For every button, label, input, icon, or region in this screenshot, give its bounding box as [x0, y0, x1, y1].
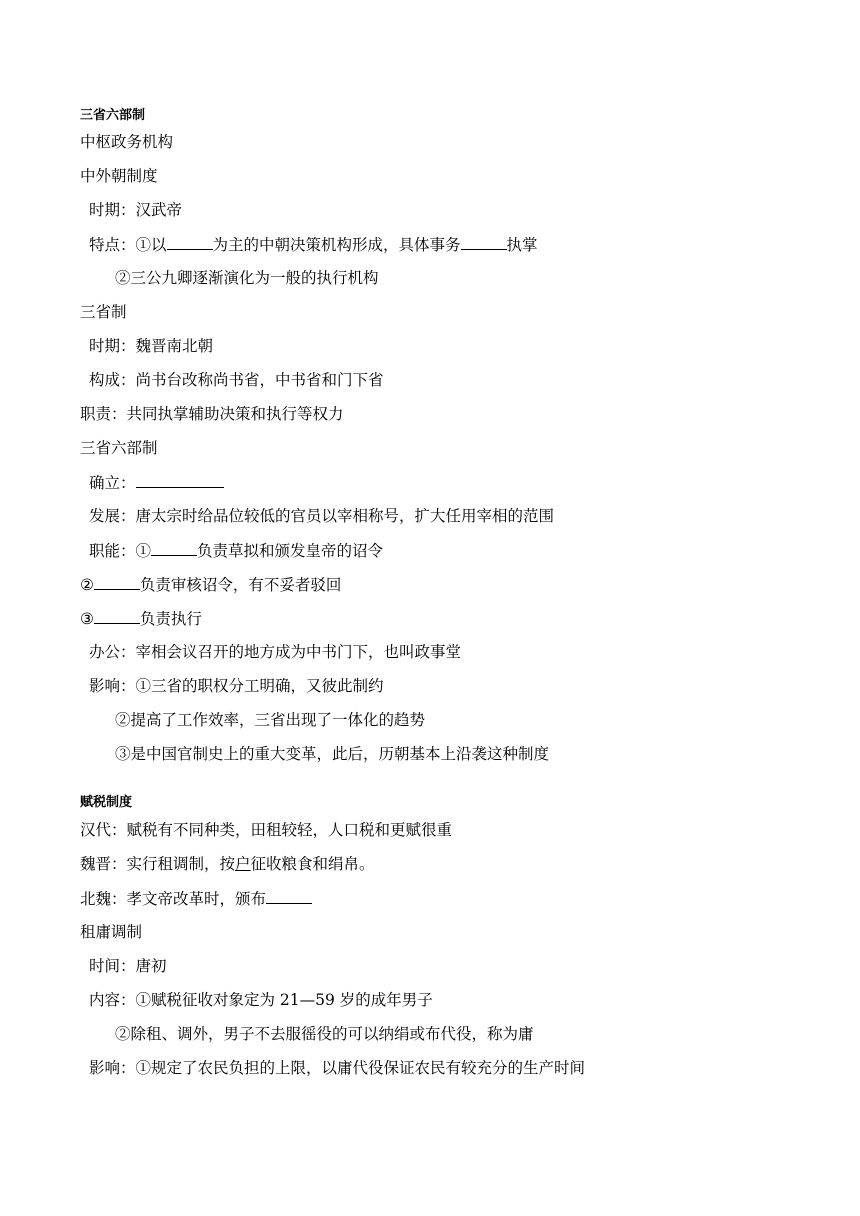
underlined-text: 户: [235, 855, 251, 873]
text-segment: ③: [80, 610, 94, 628]
text-line: ②除租、调外，男子不去服徭役的可以纳绢或布代役，称为庸: [115, 1025, 534, 1043]
section-title-taxation: 赋税制度: [80, 795, 133, 810]
section-title-three-departments: 三省六部制: [80, 108, 146, 123]
text-line-with-blanks: [89, 234, 538, 255]
text-line: 时期：汉武帝: [89, 201, 183, 219]
fill-blank: [167, 234, 213, 250]
text-line-with-blanks: [89, 540, 383, 561]
text-segment: 魏晋：实行租调制，按: [80, 855, 236, 873]
text-line: ②提高了工作效率，三省出现了一体化的趋势: [115, 711, 426, 729]
text-line: 发展：唐太宗时给品位较低的官员以宰相称号，扩大任用宰相的范围: [89, 507, 555, 525]
text-segment: 执掌: [506, 236, 538, 254]
text-line-with-blanks: [89, 472, 224, 493]
text-line: 三省制: [80, 303, 127, 321]
text-segment: 负责审核诏令，有不妥者驳回: [139, 576, 342, 594]
text-line-with-blanks: [80, 888, 312, 909]
text-line: 构成：尚书台改称尚书省，中书省和门下省: [89, 371, 384, 389]
fill-blank: [94, 608, 140, 624]
text-segment: 确立：: [89, 474, 136, 492]
fill-blank: [136, 472, 224, 488]
text-line: ②三公九卿逐渐演化为一般的执行机构: [115, 269, 379, 287]
fill-blank: [94, 574, 140, 590]
text-line: 职责：共同执掌辅助决策和执行等权力: [80, 405, 344, 423]
fill-blank: [151, 540, 197, 556]
text-line: 中外朝制度: [80, 167, 158, 185]
text-segment: 负责草拟和颁发皇帝的诏令: [197, 542, 384, 560]
fill-blank: [461, 234, 507, 250]
text-line: 影响：①三省的职权分工明确，又彼此制约: [89, 677, 384, 695]
text-segment: 特点：①以: [89, 236, 167, 254]
text-line: ③是中国官制史上的重大变革，此后，历朝基本上沿袭这种制度: [115, 745, 550, 763]
text-line: 办公：宰相会议召开的地方成为中书门下，也叫政事堂: [89, 643, 462, 661]
text-segment: 征收粮食和绢帛。: [250, 855, 375, 873]
text-segment: 北魏：孝文帝改革时，颁布: [80, 890, 267, 908]
text-line: [80, 854, 375, 874]
text-segment: ②: [80, 576, 94, 594]
text-segment: 职能：①: [89, 542, 152, 560]
text-segment: 负责执行: [139, 610, 202, 628]
fill-blank: [266, 888, 312, 904]
text-line-with-blanks: [80, 608, 202, 629]
text-line: 三省六部制: [80, 439, 158, 457]
text-line: 租庸调制: [80, 923, 143, 941]
text-line: 时间：唐初: [89, 957, 167, 975]
text-line: 影响：①规定了农民负担的上限，以庸代役保证农民有较充分的生产时间: [89, 1059, 586, 1077]
text-line: 中枢政务机构: [80, 133, 174, 151]
text-line: 汉代：赋税有不同种类，田租较轻，人口税和更赋很重: [80, 821, 453, 839]
text-line-with-blanks: [80, 574, 341, 595]
text-segment: 为主的中朝决策机构形成，具体事务: [212, 236, 461, 254]
text-line: 内容：①赋税征收对象定为 21—59 岁的成年男子: [89, 991, 433, 1009]
text-line: 时期：魏晋南北朝: [89, 337, 214, 355]
